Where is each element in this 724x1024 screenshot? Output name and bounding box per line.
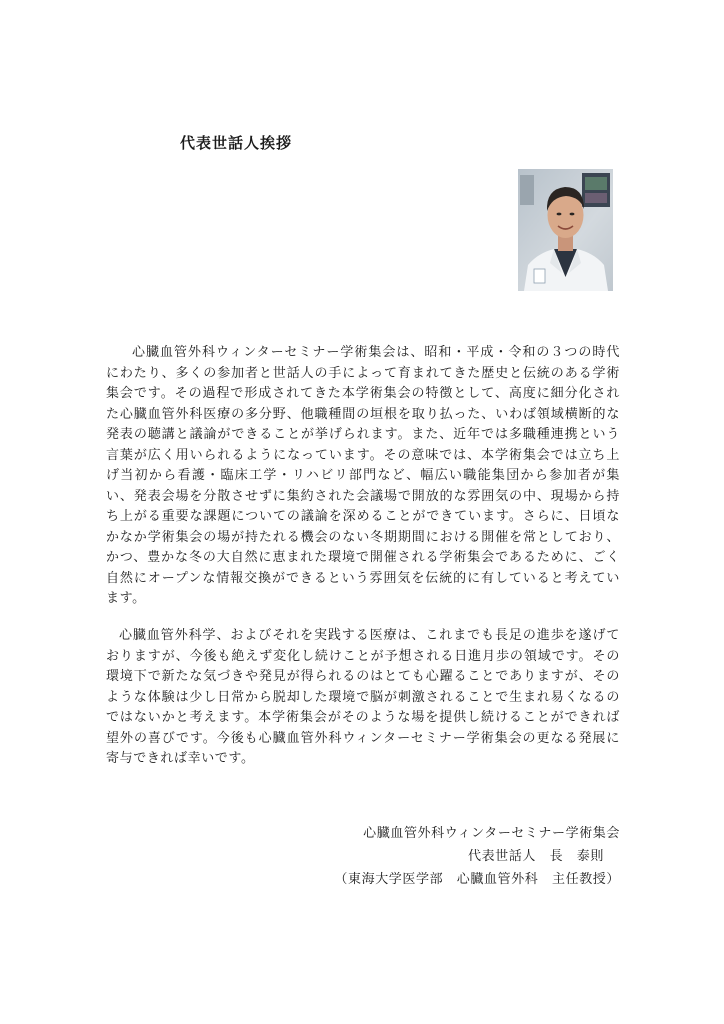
signature-name: 代表世話人 長 泰則 [467, 849, 604, 864]
signature-block [334, 822, 620, 891]
greeting-paragraph-2: 心臓血管外科学、およびそれを実践する医療は、これまでも長足の進歩を遂げておりますが、今後も絶えず変化し続けことが予想される日進月歩の領域です。その環境下で新たな気づきや発見が得られるのはとても心躍ることでありますが、そのような体験は少し日常から脱却した環境で脳が刺激されることで生まれ易くなるのではないかと考えます。本学術集会がそのような場を提供し続けることができれば望外の喜びです。今後も心臓血管外科ウィンターセミナー学術集会の更なる発展に寄与できれば幸いです。 [106, 628, 620, 766]
signature-affiliation: （東海大学医学部 心臓血管外科 主任教授） [334, 872, 620, 887]
page-title: 代表世話人挨拶 [180, 134, 293, 152]
portrait-photo [518, 169, 613, 291]
portrait-photo-icon [518, 169, 613, 291]
greeting-paragraph-1: 心臓血管外科ウィンターセミナー学術集会は、昭和・平成・令和の３つの時代にわたり、多くの参加者と世話人の手によって育まれてきた歴史と伝統のある学術集会です。その過程で形成されてきた本学術集会の特徴として、高度に細分化された心臓血管外科医療の多分野、他職種間の垣根を取り払った、いわば領域横断的な発表の聴講と議論ができることが挙げられます。また、近年では多職種連携という言葉が広く用いられるようになっています。その意味では、本学術集会では立ち上げ当初から看護・臨床工学・リハビリ部門など、幅広い職能集団から参加者が集い、発表会場を分散させずに集約された会議場で開放的な雰囲気の中、現場から持ち上がる重要な課題についての議論を深めることができています。さらに、日頃なかなか学術集会の場が持たれる機会のない冬期期間における開催を常としており、かつ、豊かな冬の大自然に恵まれた環境で開催される学術集会であるために、ごく自然にオープンな情報交換ができるという雰囲気を伝統的に有していると考えています。 [106, 345, 620, 606]
signature-organization: 心臓血管外科ウィンターセミナー学術集会 [363, 826, 620, 841]
